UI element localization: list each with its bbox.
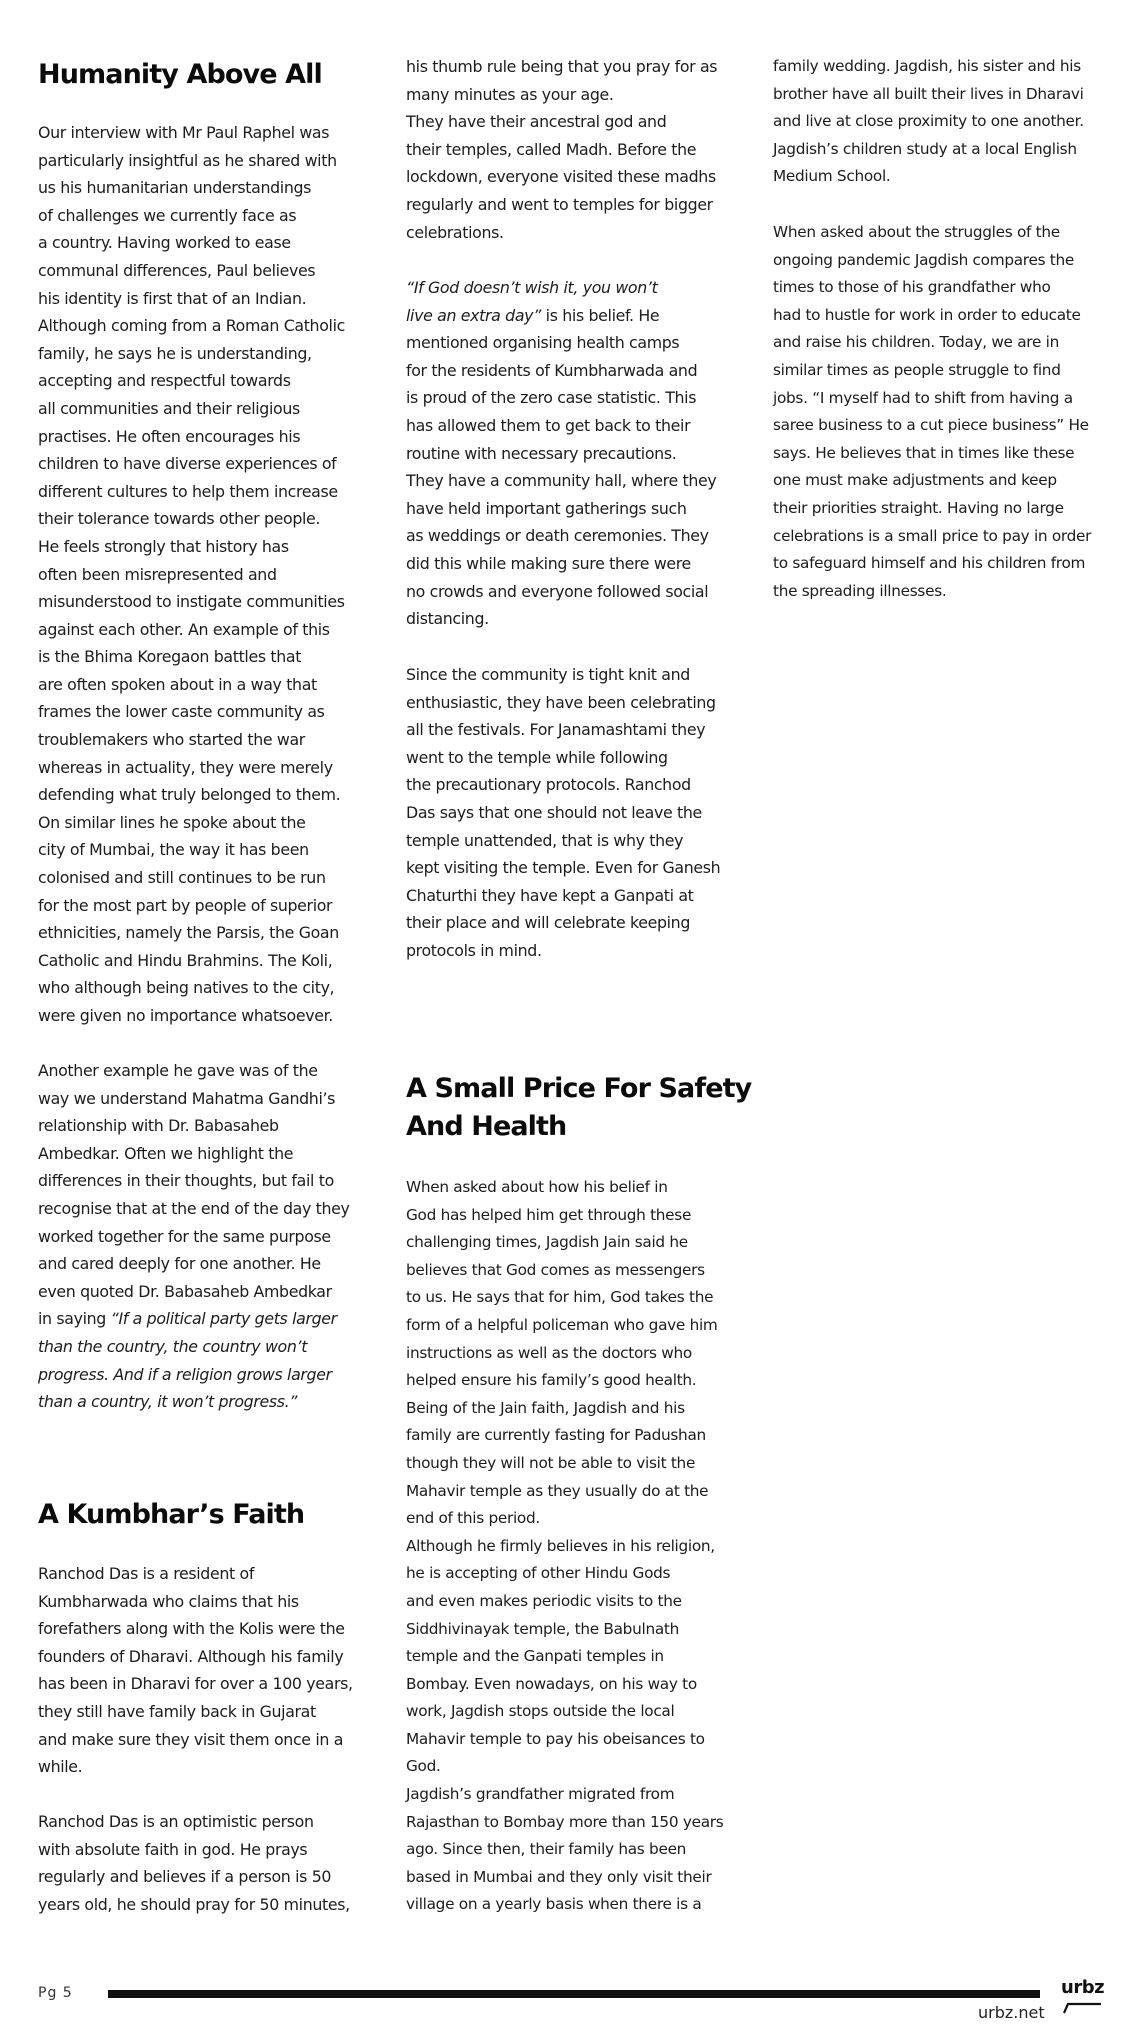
text-line: kept visiting the temple. Even for Ganesh — [406, 858, 721, 878]
footer-website-link[interactable]: urbz.net — [978, 2003, 1045, 2022]
text-line: When asked about the struggles of the — [773, 223, 1060, 241]
text-line: is the Bhima Koregaon battles that — [38, 647, 302, 667]
text-line: to safeguard himself and his children from — [773, 554, 1086, 573]
text-line: challenging times, Jagdish Jain said he — [406, 1233, 688, 1252]
text-line: had to hustle for work in order to educate — [773, 305, 1081, 324]
text-line: Although he firmly believes in his religion, — [406, 1536, 715, 1555]
text-line: temple and the Ganpati temples in — [406, 1647, 664, 1666]
text-line: and even makes periodic visits to the — [406, 1591, 682, 1610]
text-line: enthusiastic, they have been celebrating — [406, 692, 716, 712]
text-line: helped ensure his family’s good health. — [406, 1371, 697, 1390]
text-line: ethnicities, namely the Parsis, the Goan — [38, 923, 339, 943]
text-line: recognise that at the end of the day they — [38, 1198, 350, 1218]
text-line: celebrations is a small price to pay in order — [773, 526, 1092, 545]
text-line: his identity is first that of an Indian. — [38, 288, 307, 308]
text-line: one must make adjustments and keep — [773, 471, 1057, 490]
text-line: the precautionary protocols. Ranchod — [406, 775, 691, 795]
text-line: Ambedkar. Often we highlight the — [38, 1143, 294, 1163]
text-line: their place and will celebrate keeping — [406, 913, 691, 933]
text-line: Bombay. Even nowadays, on his way to — [406, 1674, 697, 1693]
text-line: regularly and went to temples for bigger — [406, 194, 713, 214]
text-line: regularly and believes if a person is 50 — [38, 1867, 332, 1887]
text-line-mixed — [406, 302, 716, 330]
text-line: the spreading illnesses. — [773, 581, 947, 600]
text-line: while. — [38, 1757, 83, 1777]
text-line: believes that God comes as messengers — [406, 1260, 705, 1279]
text-line: mentioned organising health camps — [406, 333, 680, 353]
heading-line: A Small Price For Safety — [406, 1073, 752, 1104]
text-line: have held important gatherings such — [406, 498, 687, 518]
text-span: is his belief. He — [540, 305, 660, 325]
text-line: frames the lower caste community as — [38, 702, 325, 722]
text-line: temple unattended, that is why they — [406, 830, 684, 850]
text-line: Medium School. — [773, 167, 891, 186]
text-line: practises. He often encourages his — [38, 426, 301, 446]
text-line: Das says that one should not leave the — [406, 802, 702, 822]
text-line: Rajasthan to Bombay more than 150 years — [406, 1812, 724, 1831]
text-line: and raise his children. Today, we are in — [773, 333, 1059, 352]
text-line: Ranchod Das is a resident of — [38, 1564, 255, 1583]
text-line: were given no importance whatsoever. — [38, 1006, 333, 1025]
text-line: Mahavir temple as they usually do at the — [406, 1481, 709, 1500]
text-line: to us. He says that for him, God takes the — [406, 1288, 714, 1307]
text-line: Mahavir temple to pay his obeisances to — [406, 1729, 705, 1748]
text-line: When asked about how his belief in — [406, 1178, 668, 1196]
text-line: They have their ancestral god and — [406, 112, 667, 132]
text-line: Being of the Jain faith, Jagdish and his — [406, 1398, 685, 1417]
text-line: for the most part by people of superior — [38, 895, 333, 915]
text-line: family are currently fasting for Padushan — [406, 1426, 706, 1445]
text-line: their priorities straight. Having no large — [773, 498, 1064, 517]
text-line: years old, he should pray for 50 minutes, — [38, 1894, 350, 1914]
text-line: their tolerance towards other people. — [38, 509, 321, 529]
paragraph-thumb-rule — [406, 53, 717, 246]
text-line: Kumbharwada who claims that his — [38, 1591, 299, 1611]
text-line: differences in their thoughts, but fail to — [38, 1171, 334, 1191]
text-line: has been in Dharavi for over a 100 years, — [38, 1674, 353, 1694]
ambedkar-quote-line: than a country, it won’t progress.” — [38, 1392, 298, 1412]
logo-check-underline-icon — [1058, 1980, 1108, 2016]
text-line: Our interview with Mr Paul Raphel was — [38, 123, 330, 142]
text-span: in saying — [38, 1309, 111, 1329]
text-line: and make sure they visit them once in a — [38, 1729, 344, 1749]
ambedkar-quote-start: “If a political party gets larger — [110, 1309, 337, 1329]
text-line: particularly insightful as he shared with — [38, 150, 337, 170]
text-line: his thumb rule being that you pray for as — [406, 57, 718, 76]
text-line: who although being natives to the city, — [38, 978, 335, 998]
text-line: founders of Dharavi. Although his family — [38, 1646, 344, 1666]
text-line: did this while making sure there were — [406, 553, 691, 573]
paragraph-pandemic-struggles — [773, 219, 1091, 605]
text-line: way we understand Mahatma Gandhi’s — [38, 1088, 336, 1108]
ambedkar-quote-line: progress. And if a religion grows larger — [38, 1364, 332, 1384]
text-line: He feels strongly that history has — [38, 536, 289, 556]
text-line: relationship with Dr. Babasaheb — [38, 1116, 279, 1136]
footer-divider-bar — [108, 1990, 1040, 1998]
text-line: troublemakers who started the war — [38, 730, 305, 750]
urbz-logo — [1058, 1977, 1108, 2016]
text-line: end of this period. — [406, 1509, 540, 1528]
paragraph-ranchod-das-optimistic — [38, 1808, 350, 1918]
text-line: Although coming from a Roman Catholic — [38, 316, 345, 336]
text-line: misunderstood to instigate communities — [38, 592, 345, 612]
text-line: Jagdish’s grandfather migrated from — [406, 1785, 675, 1804]
paragraph-jagdish-jain — [406, 1174, 723, 1919]
text-line: of challenges we currently face as — [38, 205, 297, 225]
text-line: routine with necessary precautions. — [406, 443, 677, 463]
text-line: city of Mumbai, the way it has been — [38, 840, 309, 860]
text-line: family, he says he is understanding, — [38, 343, 312, 363]
text-line: celebrations. — [406, 222, 504, 242]
text-line: their temples, called Madh. Before the — [406, 139, 697, 159]
text-line: worked together for the same purpose — [38, 1226, 331, 1246]
text-line: as weddings or death ceremonies. They — [406, 526, 709, 546]
text-line-mixed — [38, 1305, 350, 1333]
text-line: he is accepting of other Hindu Gods — [406, 1564, 671, 1583]
text-line: communal differences, Paul believes — [38, 260, 316, 280]
text-line: ago. Since then, their family has been — [406, 1840, 687, 1859]
text-line: distancing. — [406, 609, 489, 629]
text-line: often been misrepresented and — [38, 564, 277, 584]
text-line: On similar lines he spoke about the — [38, 812, 306, 832]
text-line: God has helped him get through these — [406, 1205, 692, 1224]
paragraph-ranchod-das-resident — [38, 1560, 353, 1781]
text-line: brother have all built their lives in Dharavi — [773, 84, 1084, 103]
text-line: family wedding. Jagdish, his sister and his — [773, 57, 1081, 75]
text-line: work, Jagdish stops outside the local — [406, 1702, 675, 1721]
ambedkar-quote-line: than the country, the country won’t — [38, 1336, 308, 1356]
text-line: based in Mumbai and they only visit their — [406, 1867, 712, 1886]
text-line: and live at close proximity to one another. — [773, 112, 1084, 131]
text-line: protocols in mind. — [406, 940, 542, 960]
paragraph-paul-raphel-interview — [38, 119, 345, 1030]
section-heading-kumbhars-faith: A Kumbhar’s Faith — [38, 1499, 305, 1530]
text-line: accepting and respectful towards — [38, 371, 291, 391]
text-line: no crowds and everyone followed social — [406, 581, 709, 601]
text-line: a country. Having worked to ease — [38, 233, 291, 253]
text-line: many minutes as your age. — [406, 84, 614, 104]
text-line: all the festivals. For Janamashtami they — [406, 720, 706, 740]
text-line: God. — [406, 1757, 441, 1776]
section-heading-small-price — [406, 1070, 751, 1146]
text-line: children to have diverse experiences of — [38, 454, 337, 474]
page-number: Pg 5 — [38, 1985, 73, 2001]
text-line: Since the community is tight knit and — [406, 665, 690, 684]
text-line: went to the temple while following — [406, 747, 668, 767]
text-line: saree business to a cut piece business” He — [773, 416, 1089, 435]
text-line: says. He believes that in times like these — [773, 443, 1075, 462]
text-line: even quoted Dr. Babasaheb Ambedkar — [38, 1281, 332, 1301]
text-line: village on a yearly basis when there is a — [406, 1895, 702, 1914]
text-line: though they will not be able to visit the — [406, 1453, 696, 1472]
text-line: jobs. “I myself had to shift from having a — [773, 388, 1073, 407]
text-line: defending what truly belonged to them. — [38, 785, 341, 805]
text-line: is proud of the zero case statistic. This — [406, 388, 697, 408]
text-line: with absolute faith in god. He prays — [38, 1839, 308, 1859]
text-line: Siddhivinayak temple, the Babulnath — [406, 1619, 680, 1638]
text-line: Chaturthi they have kept a Ganpati at — [406, 885, 694, 905]
paragraph-family-wedding — [773, 53, 1084, 191]
text-line: colonised and still continues to be run — [38, 868, 326, 888]
text-line: has allowed them to get back to their — [406, 415, 691, 435]
text-line: Jagdish’s children study at a local English — [773, 139, 1077, 158]
paragraph-god-belief — [406, 274, 716, 633]
text-line: Another example he gave was of the — [38, 1061, 318, 1080]
belief-quote-line: “If God doesn’t wish it, you won’t — [406, 278, 658, 297]
paragraph-gandhi-ambedkar — [38, 1057, 350, 1416]
belief-quote-end: live an extra day” — [406, 305, 541, 325]
text-line: times to those of his grandfather who — [773, 278, 1051, 297]
text-line: different cultures to help them increase — [38, 481, 338, 501]
text-line: forefathers along with the Kolis were the — [38, 1619, 345, 1639]
text-line: whereas in actuality, they were merely — [38, 757, 333, 777]
text-line: form of a helpful policeman who gave him — [406, 1315, 718, 1334]
text-line: ongoing pandemic Jagdish compares the — [773, 250, 1075, 269]
logo-wordmark: urbz — [1061, 1977, 1105, 1998]
paragraph-festivals — [406, 661, 720, 965]
text-line: They have a community hall, where they — [406, 471, 717, 491]
text-line: for the residents of Kumbharwada and — [406, 360, 698, 380]
text-line: Ranchod Das is an optimistic person — [38, 1812, 314, 1831]
section-heading-humanity-above-all: Humanity Above All — [38, 59, 322, 90]
text-line: similar times as people struggle to find — [773, 360, 1061, 379]
heading-line: And Health — [406, 1111, 567, 1142]
text-line: they still have family back in Gujarat — [38, 1701, 316, 1721]
text-line: are often spoken about in a way that — [38, 674, 317, 694]
text-line: instructions as well as the doctors who — [406, 1343, 692, 1362]
text-line: lockdown, everyone visited these madhs — [406, 167, 716, 187]
text-line: against each other. An example of this — [38, 619, 330, 639]
text-line: us his humanitarian understandings — [38, 178, 312, 198]
text-line: Catholic and Hindu Brahmins. The Koli, — [38, 950, 333, 970]
text-line: and cared deeply for one another. He — [38, 1254, 321, 1274]
text-line: all communities and their religious — [38, 398, 300, 418]
